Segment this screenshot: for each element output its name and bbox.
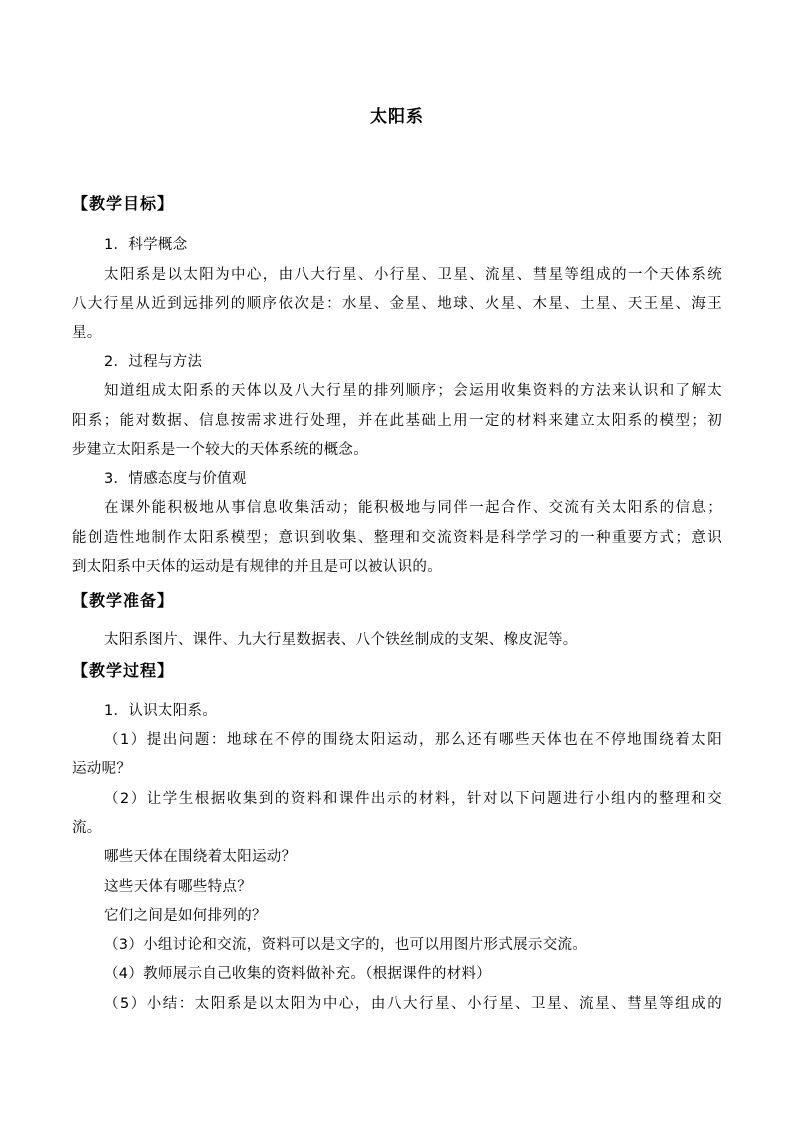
objective-item-3-text-line-1: 在课外能积极地从事信息收集活动；能积极地与同伴一起合作、交流有关太阳系的信息； [104,500,722,516]
objective-item-3-label: 3．情感态度与价值观 [104,471,247,487]
process-step-1-line-2: 运动呢？ [72,761,132,777]
process-step-5: （5）小结：太阳系是以太阳为中心，由八大行星、小行星、卫星、流星、彗星等组成的 [104,996,722,1012]
objective-item-1-text-line-2: 八大行星从近到远排列的顺序依次是：水星、金星、地球、火星、木星、土星、天王星、海王 [72,296,722,312]
objective-item-2-text-line-1: 知道组成太阳系的天体以及八大行星的排列顺序；会运用收集资料的方法来认识和了解太 [104,383,722,399]
objective-item-1-text-line-3: 星。 [72,325,102,341]
objective-item-2-text-line-2: 阳系；能对数据、信息按需求进行处理，并在此基础上用一定的材料来建立太阳系的模型；初 [72,413,722,429]
objective-item-2-label: 2．过程与方法 [104,354,203,370]
process-step-4: （4）教师展示自己收集的资料做补充。（根据课件的材料） [104,966,492,982]
objective-item-1-label: 1．科学概念 [104,237,188,253]
preparation-text: 太阳系图片、课件、九大行星数据表、八个铁丝制成的支架、橡皮泥等。 [104,632,578,648]
objective-item-2-text-line-3: 步建立太阳系是一个较大的天体系统的概念。 [72,442,368,458]
objective-item-1-text-line-1: 太阳系是以太阳为中心，由八大行星、小行星、卫星、流星、彗星等组成的一个天体系统 [104,267,722,283]
objective-item-3-text-line-3: 到太阳系中天体的运动是有规律的并且是可以被认识的。 [72,559,442,575]
process-step-2-line-2: 流。 [72,820,102,836]
process-question-1: 哪些天体在围绕着太阳运动？ [104,849,297,865]
section-heading-process: 【教学过程】 [72,661,175,680]
objective-item-3-text-line-2: 能创造性地制作太阳系模型；意识到收集、整理和交流资料是科学学习的一种重要方式；意识 [72,530,722,546]
section-heading-preparation: 【教学准备】 [72,591,175,610]
process-step-2-line-1: （2）让学生根据收集到的资料和课件出示的材料，针对以下问题进行小组内的整理和交 [104,791,722,807]
process-item-1-label: 1．认识太阳系。 [104,703,218,719]
process-step-1-line-1: （1）提出问题：地球在不停的围绕太阳运动，那么还有哪些天体也在不停地围绕着太阳 [104,732,722,748]
section-heading-objectives: 【教学目标】 [72,194,175,213]
process-question-3: 它们之间是如何排列的？ [104,908,267,924]
process-step-3: （3）小组讨论和交流，资料可以是文字的，也可以用图片形式展示交流。 [104,937,588,953]
page-title: 太阳系 [370,107,424,127]
process-question-2: 这些天体有哪些特点？ [104,879,252,895]
